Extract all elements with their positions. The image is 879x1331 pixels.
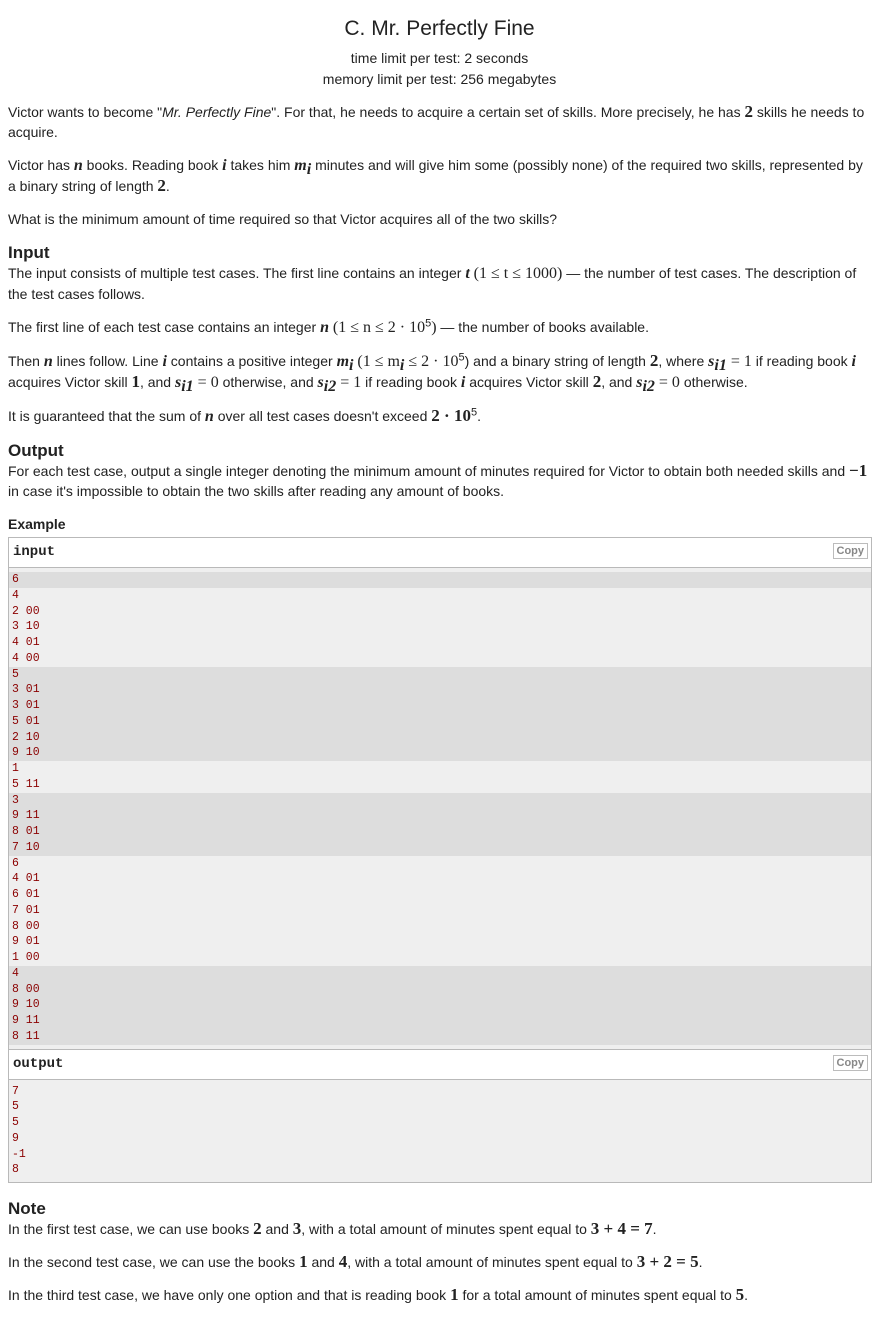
text: , and — [139, 374, 175, 390]
sample-input-line: 6 — [12, 856, 19, 870]
emphasis-text: Mr. Perfectly Fine — [162, 104, 272, 120]
math: (1 ≤ m — [357, 353, 400, 370]
sample-input-line: 8 00 — [9, 982, 871, 998]
math: = 0 — [193, 374, 219, 391]
text: The input consists of multiple test cases. The first line contains an integer — [8, 265, 466, 281]
text: In the third test case, we have only one option and that is reading book — [8, 1287, 451, 1303]
math: = 1 — [726, 353, 752, 370]
sample-output-line: 5 — [12, 1100, 19, 1114]
sample-input-line: 5 11 — [12, 777, 40, 791]
sample-input-line: 9 10 — [9, 997, 871, 1013]
text: . — [744, 1287, 749, 1303]
input-heading: Input — [8, 243, 50, 262]
sample-output[interactable] — [9, 1080, 871, 1183]
math: s — [317, 374, 324, 391]
text: acquires Victor skill — [465, 374, 593, 390]
math: s — [174, 374, 182, 391]
output-label: output — [13, 1055, 64, 1072]
math: m — [336, 353, 350, 370]
time-limit: time limit per test: 2 seconds — [350, 50, 529, 66]
sample-output-line: 5 — [12, 1116, 19, 1129]
math: 2 — [592, 372, 602, 391]
text: Then — [8, 353, 44, 369]
text: ". For that, he needs to acquire a certain set of skills. More precisely, he has — [271, 104, 745, 120]
sample-input-line: 2 00 — [12, 604, 40, 618]
math: 3 — [292, 1219, 302, 1238]
sample-input-line: 9 10 — [9, 745, 871, 761]
math: 2 — [649, 351, 659, 370]
text: otherwise. — [679, 374, 748, 390]
math: 4 — [338, 1252, 348, 1271]
sample-input-line: 5 — [9, 667, 871, 683]
sample-input-line: 8 01 — [9, 824, 871, 840]
sample-input-line: 7 10 — [9, 840, 871, 856]
math: 3 + 2 = 5 — [636, 1252, 699, 1271]
text: skills he needs to acquire. — [8, 104, 865, 140]
text: Victor wants to become " — [8, 104, 163, 120]
sample-input-line: 9 01 — [12, 935, 40, 949]
sample-input-line: 6 — [9, 572, 871, 588]
statement-paragraph — [8, 102, 871, 142]
example-heading: Example — [8, 516, 66, 532]
text: It is guaranteed that the sum of — [8, 408, 205, 424]
sample-input-line: 4 00 — [12, 651, 40, 665]
math: 1 — [299, 1252, 308, 1271]
problem-statement — [8, 102, 871, 229]
sample-output-line: 8 — [12, 1163, 19, 1177]
sample-input-line: 1 00 — [12, 951, 40, 964]
math: m — [294, 157, 307, 174]
text: . — [652, 1221, 657, 1237]
math-subscript: i1 — [181, 377, 194, 395]
sample-test-box — [8, 537, 872, 1183]
text: , with a total amount of minutes spent equal to — [301, 1221, 591, 1237]
math: i — [222, 157, 227, 174]
sample-input-line: 6 01 — [12, 888, 40, 901]
math: ) — [431, 319, 437, 336]
problem-page — [0, 16, 879, 1305]
sample-input-line: 2 10 — [9, 730, 871, 746]
sample-input[interactable] — [9, 568, 871, 1049]
memory-limit: memory limit per test: 256 megabytes — [322, 71, 557, 87]
note-heading: Note — [8, 1199, 46, 1218]
math: n — [43, 353, 53, 370]
math: 2 — [253, 1219, 262, 1238]
text: , and — [601, 374, 637, 390]
math-superscript: 5 — [425, 317, 432, 330]
sample-input-line: 3 01 — [9, 682, 871, 698]
math-subscript: i2 — [642, 377, 655, 395]
math: n — [73, 157, 83, 174]
text: minutes and will give him some (possibly none) of the required two skills, represented by a binary string of length — [8, 157, 863, 194]
math: n — [320, 319, 329, 336]
text: , with a total amount of minutes spent equal to — [347, 1254, 637, 1270]
output-paragraph — [8, 461, 871, 501]
sample-input-line: 4 01 — [12, 636, 40, 649]
text: ) and a binary string of length — [464, 353, 650, 369]
text: — the number of books available. — [436, 319, 649, 335]
input-paragraph — [8, 351, 871, 393]
note-paragraph — [8, 1219, 871, 1239]
sample-input-line: 4 01 — [12, 872, 40, 886]
output-header — [9, 1049, 871, 1080]
note-paragraph — [8, 1285, 871, 1305]
sample-input-line: 7 01 — [12, 903, 40, 917]
math: ≤ 2 · 10 — [404, 353, 459, 370]
math-subscript: i1 — [714, 356, 727, 374]
math: 2 — [157, 176, 166, 195]
sample-input-line: 8 00 — [12, 919, 40, 933]
sample-output-line: 7 — [12, 1084, 19, 1098]
text: . — [477, 408, 481, 424]
sample-output-line: -1 — [12, 1147, 26, 1161]
math-subscript: i — [349, 356, 354, 374]
math: 2 · 10 — [431, 406, 471, 425]
math: (1 ≤ n ≤ 2 · 10 — [332, 319, 426, 336]
text: Victor has — [8, 157, 74, 173]
sample-input-line: 8 11 — [9, 1029, 871, 1045]
sample-input-line: 3 — [9, 793, 871, 809]
output-heading: Output — [8, 441, 64, 460]
text: acquires Victor skill — [8, 374, 132, 390]
math: 1 — [450, 1285, 459, 1304]
math: n — [204, 408, 214, 425]
input-header — [9, 538, 871, 568]
math: 2 — [744, 102, 753, 121]
math: s — [636, 374, 643, 391]
text: for a total amount of minutes spent equal to — [458, 1287, 736, 1303]
sample-input-line: 9 11 — [9, 808, 871, 824]
math: = 0 — [654, 374, 680, 391]
statement-paragraph: What is the minimum amount of time required so that Victor acquires all of the two skills? — [8, 211, 558, 227]
text: in case it's impossible to obtain the two skills after reading any amount of books. — [8, 483, 505, 499]
text: In the second test case, we can use the books — [8, 1254, 300, 1270]
sample-output-line: 9 — [12, 1131, 19, 1145]
statement-paragraph — [8, 155, 871, 196]
sample-input-line: 1 — [12, 762, 19, 775]
math: s — [708, 353, 715, 370]
sample-input-line: 4 — [9, 966, 871, 982]
text: contains a positive integer — [166, 353, 337, 369]
text: if reading book — [751, 353, 852, 369]
limits — [8, 48, 871, 90]
text: lines follow. Line — [52, 353, 163, 369]
text: . — [165, 178, 170, 194]
math-subscript: i — [399, 356, 405, 374]
note-paragraph — [8, 1252, 871, 1272]
math: = 1 — [336, 374, 362, 391]
math: i — [162, 353, 167, 370]
input-paragraph — [8, 263, 871, 304]
math: t — [465, 265, 470, 282]
math: 1 — [131, 372, 140, 391]
input-specification — [8, 243, 871, 427]
input-paragraph — [8, 406, 871, 427]
sample-input-line: 5 01 — [9, 714, 871, 730]
math: 3 + 4 = 7 — [590, 1219, 653, 1238]
sample-input-line: 3 10 — [12, 620, 40, 634]
text: books. Reading book — [82, 157, 223, 173]
copy-input-button[interactable]: Copy — [833, 543, 869, 559]
sample-input-line: 4 — [12, 588, 19, 602]
input-paragraph — [8, 317, 871, 338]
copy-output-button[interactable]: Copy — [833, 1055, 869, 1071]
text: — the number of test cases. The description of the test cases follows. — [8, 265, 857, 302]
input-label: input — [13, 544, 56, 560]
text: . — [698, 1254, 703, 1270]
text: otherwise, and — [218, 374, 318, 390]
math: −1 — [849, 461, 868, 480]
sample-input-line: 3 01 — [9, 698, 871, 714]
problem-title: C. Mr. Perfectly Fine — [344, 17, 535, 40]
text: if reading book — [361, 374, 461, 390]
math-superscript: 5 — [470, 406, 478, 419]
math-superscript: 5 — [458, 351, 465, 364]
text: For each test case, output a single integer denoting the minimum amount of minutes required for Victor to obtain both needed skills and — [8, 463, 850, 479]
math: i — [851, 353, 856, 370]
math-subscript: i2 — [323, 377, 337, 395]
sample-input-line: 9 11 — [9, 1013, 871, 1029]
text: over all test cases doesn't exceed — [213, 408, 432, 424]
text: , where — [658, 353, 709, 369]
math-subscript: i — [306, 160, 312, 178]
text: The first line of each test case contains an integer — [8, 319, 321, 335]
text: and — [307, 1254, 339, 1270]
text: In the first test case, we can use books — [8, 1221, 254, 1237]
example-section — [8, 516, 871, 1183]
text: and — [261, 1221, 293, 1237]
math: (1 ≤ t ≤ 1000) — [473, 265, 563, 282]
text: takes him — [226, 157, 295, 173]
math: i — [460, 374, 466, 391]
output-specification — [8, 441, 871, 501]
note-section — [8, 1199, 871, 1305]
math: 5 — [735, 1285, 745, 1304]
